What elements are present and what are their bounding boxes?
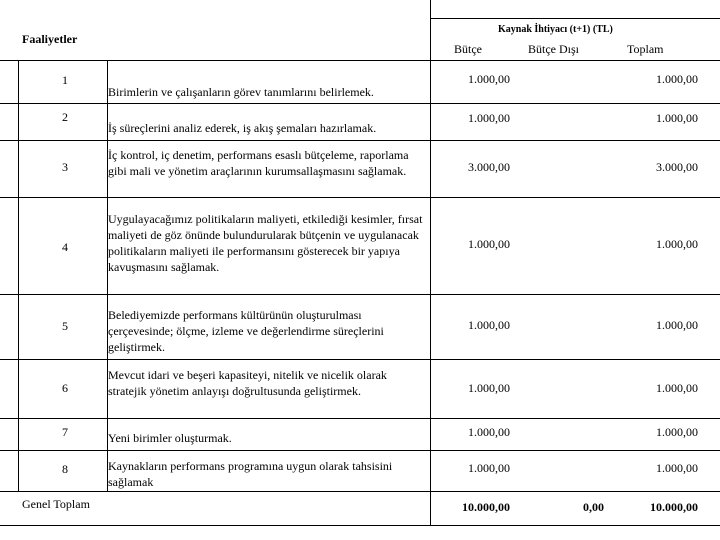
total-cell: 1.000,00 <box>656 111 698 125</box>
total-cell: 1.000,00 <box>656 72 698 86</box>
total-cell: 3.000,00 <box>656 160 698 174</box>
total-cell: 1.000,00 <box>656 425 698 439</box>
activities-header: Faaliyetler <box>22 32 78 46</box>
budget-cell: 1.000,00 <box>468 111 510 125</box>
grid-line <box>430 0 431 525</box>
row-number: 8 <box>62 462 68 476</box>
activity-description: Belediyemizde performans kültürünün oluşturulması çerçevesinde; ölçme, izleme ve değerlendirme süreçlerini geliştirmek. <box>108 308 384 354</box>
total-cell: 1.000,00 <box>656 237 698 251</box>
grid-line <box>0 60 720 61</box>
budget-cell: 1.000,00 <box>468 72 510 86</box>
grid-line <box>0 525 720 526</box>
budget-cell: 1.000,00 <box>468 318 510 332</box>
budget-cell: 1.000,00 <box>468 237 510 251</box>
activity-description: İç kontrol, iç denetim, performans esaslı bütçeleme, raporlama gibi mali ve yönetim araçlarının kurumsallaşmasını sağlamak. <box>108 148 409 178</box>
grid-line <box>0 197 720 198</box>
grid-line <box>0 450 720 451</box>
row-number: 7 <box>62 425 68 439</box>
row-number: 2 <box>62 110 68 124</box>
row-number: 6 <box>62 381 68 395</box>
grand-total-offbudget: 0,00 <box>583 500 604 514</box>
offbudget-column-header: Bütçe Dışı <box>528 42 579 56</box>
total-cell: 1.000,00 <box>656 318 698 332</box>
grid-line <box>0 359 720 360</box>
grand-total-budget: 10.000,00 <box>462 500 510 514</box>
total-cell: 1.000,00 <box>656 461 698 475</box>
grid-line <box>0 418 720 419</box>
total-column-header: Toplam <box>627 42 664 56</box>
grand-total-label: Genel Toplam <box>22 497 90 511</box>
activity-description: Kaynakların performans programına uygun olarak tahsisini sağlamak <box>108 459 393 489</box>
row-number: 5 <box>62 319 68 333</box>
row-number: 1 <box>62 73 68 87</box>
activity-description: Yeni birimler oluşturmak. <box>108 431 232 445</box>
grid-line <box>18 60 19 491</box>
grid-line <box>0 140 720 141</box>
grand-total-total: 10.000,00 <box>650 500 698 514</box>
resource-need-header: Kaynak İhtiyacı (t+1) (TL) <box>498 24 613 35</box>
budget-cell: 3.000,00 <box>468 160 510 174</box>
grid-line <box>0 294 720 295</box>
activity-description: Mevcut idari ve beşeri kapasiteyi, nitelik ve nicelik olarak stratejik yönetim anlayışı doğrultusunda geliştirmek. <box>108 368 387 398</box>
grid-line <box>0 491 720 492</box>
activity-description: Birimlerin ve çalışanların görev tanımlarını belirlemek. <box>108 85 374 99</box>
row-number: 4 <box>62 240 68 254</box>
activity-description: İş süreçlerini analiz ederek, iş akış şemaları hazırlamak. <box>108 121 377 135</box>
activity-description: Uygulayacağımız politikaların maliyeti, etkilediği kesimler, fırsat maliyeti de göz önünde bulundurularak bütçenin ve uygulanacak politikaların maliyeti ile performansını gösterecek bir yapıya kavuşmasını sağlamak. <box>108 212 423 274</box>
budget-cell: 1.000,00 <box>468 461 510 475</box>
grid-line <box>0 103 720 104</box>
row-number: 3 <box>62 160 68 174</box>
budget-cell: 1.000,00 <box>468 381 510 395</box>
total-cell: 1.000,00 <box>656 381 698 395</box>
budget-cell: 1.000,00 <box>468 425 510 439</box>
budget-column-header: Bütçe <box>454 42 482 56</box>
grid-line <box>430 18 720 19</box>
